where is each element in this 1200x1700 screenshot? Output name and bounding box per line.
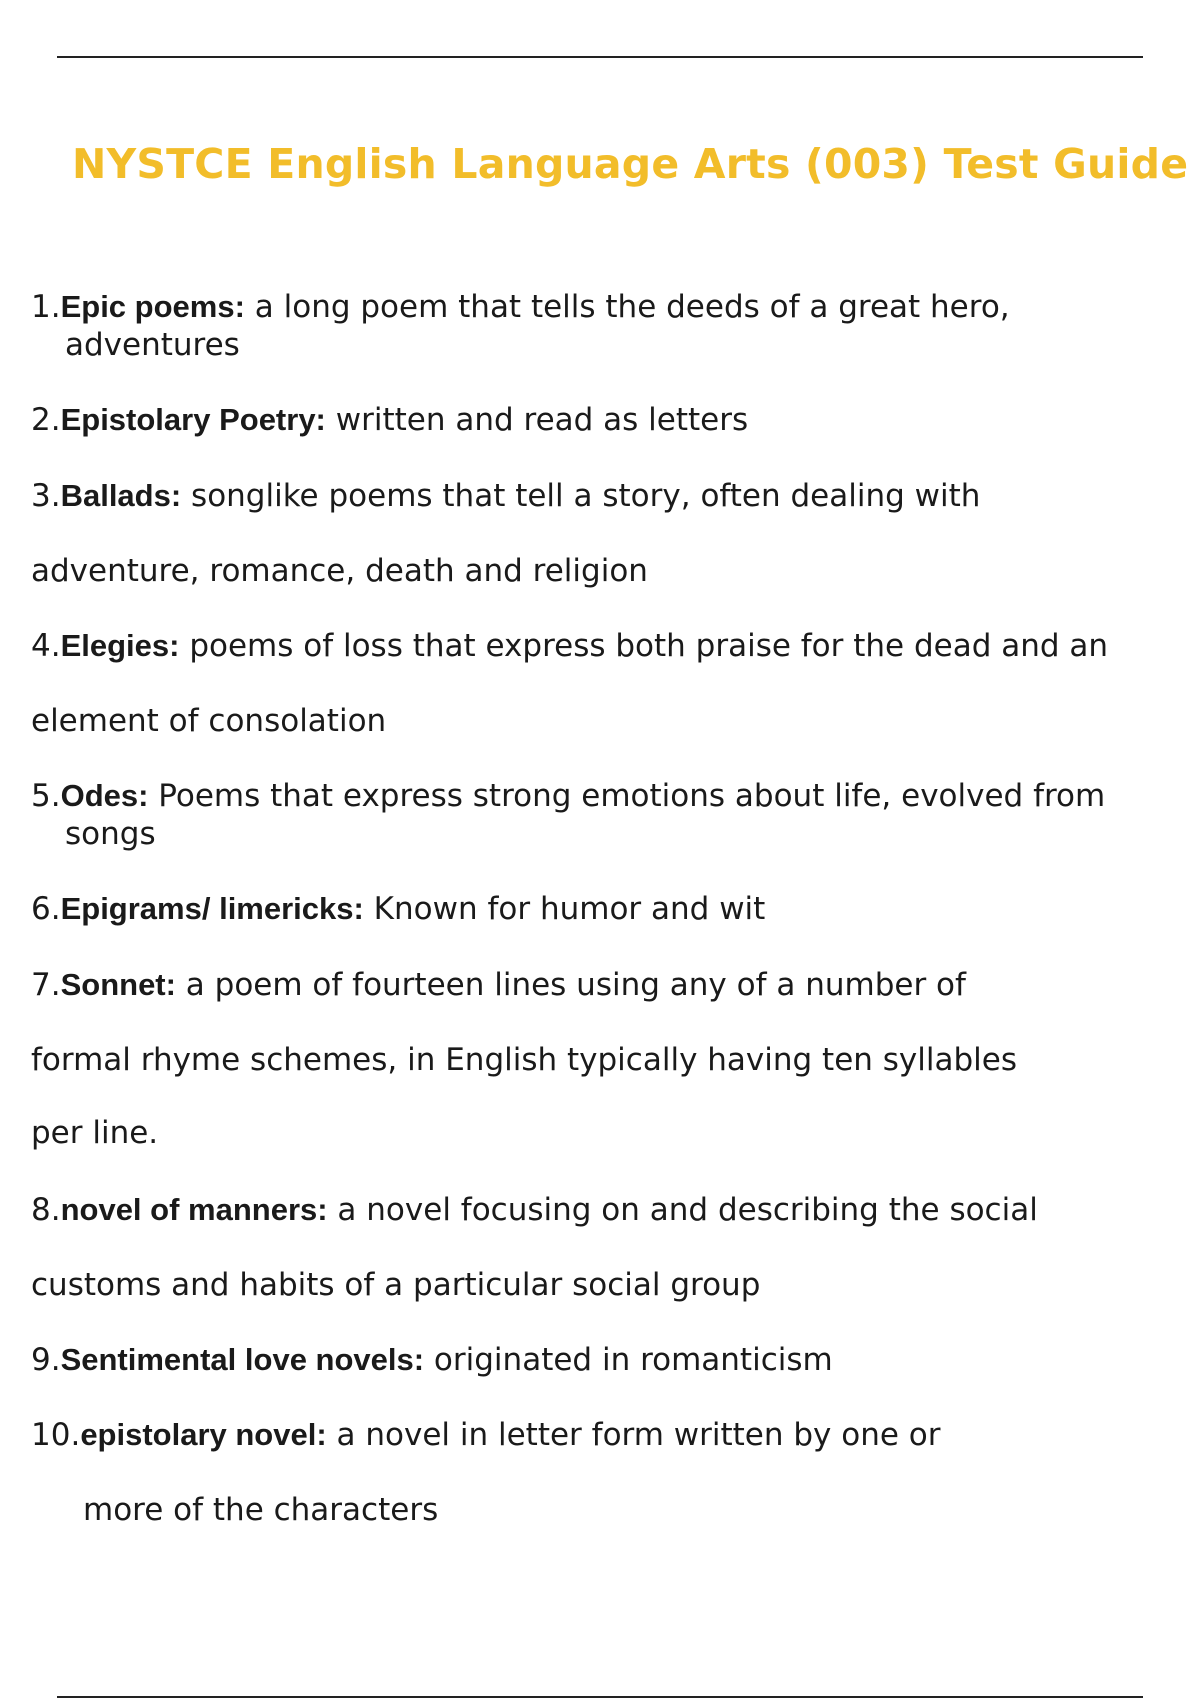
item-term: novel of manners: bbox=[60, 1192, 328, 1227]
item-definition-continuation: formal rhyme schemes, in English typically having ten syllables bbox=[31, 1042, 1018, 1078]
item-number: 6. bbox=[31, 891, 61, 927]
item-definition-continuation: songs bbox=[65, 816, 156, 852]
list-item bbox=[31, 966, 966, 1004]
item-definition-continuation: element of consolation bbox=[31, 703, 387, 739]
item-term: Odes: bbox=[60, 778, 149, 813]
page-title: NYSTCE English Language Arts (003) Test Guide bbox=[72, 140, 1189, 188]
item-definition: a poem of fourteen lines using any of a number of bbox=[175, 967, 966, 1003]
list-item bbox=[31, 627, 1108, 665]
list-item bbox=[31, 1341, 833, 1379]
item-number: 9. bbox=[31, 1342, 61, 1378]
list-item bbox=[31, 777, 1105, 815]
item-term: Sentimental love novels: bbox=[60, 1342, 425, 1377]
list-item bbox=[31, 1191, 1038, 1229]
item-definition-continuation: customs and habits of a particular social group bbox=[31, 1267, 761, 1303]
item-number: 7. bbox=[31, 967, 61, 1003]
item-term: Epistolary Poetry: bbox=[60, 402, 326, 437]
item-definition: written and read as letters bbox=[325, 402, 749, 438]
item-definition-continuation: per line. bbox=[31, 1115, 159, 1151]
item-term: Epic poems: bbox=[60, 289, 245, 324]
item-number: 4. bbox=[31, 628, 61, 664]
bottom-rule bbox=[57, 1696, 1143, 1698]
item-number: 5. bbox=[31, 778, 61, 814]
item-number: 10. bbox=[31, 1417, 81, 1453]
item-definition-continuation: adventure, romance, death and religion bbox=[31, 553, 648, 589]
item-definition: Known for humor and wit bbox=[363, 891, 766, 927]
item-term: Elegies: bbox=[60, 628, 180, 663]
item-term: Epigrams/ limericks: bbox=[60, 891, 364, 926]
item-number: 3. bbox=[31, 478, 61, 514]
item-definition: a novel focusing on and describing the social bbox=[327, 1192, 1038, 1228]
list-item bbox=[31, 890, 765, 928]
item-definition: originated in romanticism bbox=[424, 1342, 833, 1378]
item-definition-continuation: more of the characters bbox=[83, 1492, 439, 1528]
item-definition: a novel in letter form written by one or bbox=[326, 1417, 941, 1453]
top-rule bbox=[57, 56, 1143, 58]
item-number: 8. bbox=[31, 1192, 61, 1228]
item-definition: songlike poems that tell a story, often dealing with bbox=[181, 478, 981, 514]
item-definition: Poems that express strong emotions about life, evolved from bbox=[148, 778, 1106, 814]
item-definition-continuation: adventures bbox=[65, 327, 240, 363]
list-item bbox=[31, 288, 1010, 326]
list-item bbox=[31, 401, 748, 439]
item-term: Ballads: bbox=[60, 478, 182, 513]
list-item bbox=[31, 1416, 941, 1454]
item-number: 1. bbox=[31, 289, 61, 325]
item-term: Sonnet: bbox=[60, 967, 176, 1002]
item-definition: poems of loss that express both praise for the dead and an bbox=[179, 628, 1109, 664]
list-item bbox=[31, 477, 980, 515]
item-definition: a long poem that tells the deeds of a great hero, bbox=[244, 289, 1010, 325]
item-term: epistolary novel: bbox=[80, 1417, 327, 1452]
item-number: 2. bbox=[31, 402, 61, 438]
